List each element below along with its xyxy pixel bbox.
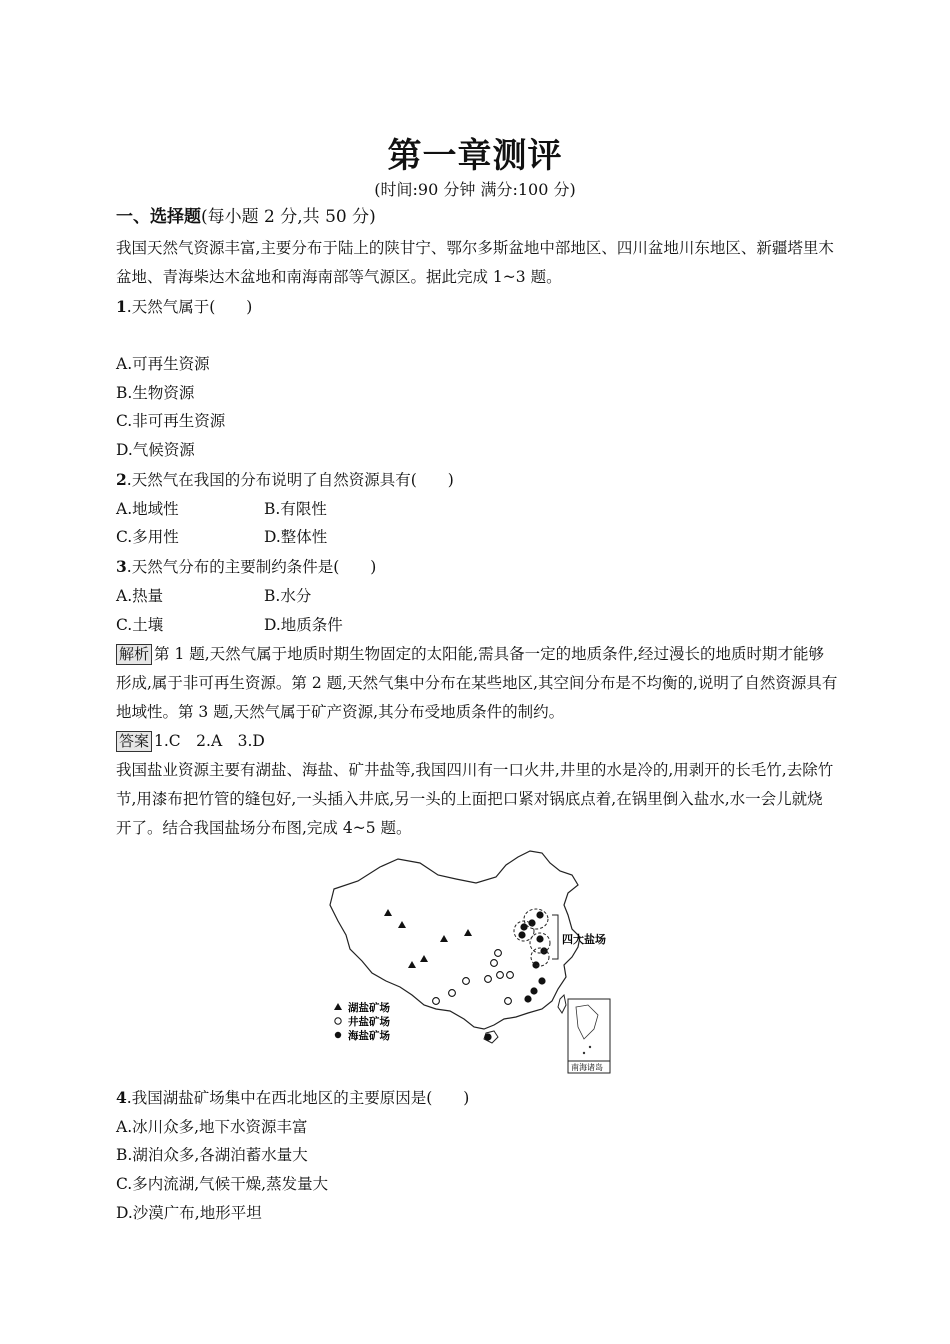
legend-label: 海盐矿场	[348, 1029, 390, 1042]
option: D.气候资源	[116, 441, 195, 460]
option-row	[116, 495, 838, 524]
answer-tag: 答案	[116, 731, 152, 752]
option-row	[116, 523, 838, 552]
option: A.冰川众多,地下水资源丰富	[116, 1117, 308, 1136]
circle-outline-icon	[507, 971, 514, 978]
circle-filled-icon	[536, 911, 543, 918]
question-stem: .天然气分布的主要制约条件是( )	[126, 558, 377, 577]
map-legend	[334, 1001, 390, 1042]
triangle-icon	[440, 935, 448, 942]
lake-salt-markers	[384, 909, 472, 968]
option-row	[116, 582, 838, 611]
question-4	[116, 1083, 838, 1113]
option: C.土壤	[116, 615, 164, 634]
inset-map	[568, 999, 610, 1073]
option: C.多用性	[116, 528, 179, 547]
option: B.有限性	[264, 499, 327, 518]
section-note: (每小题 2 分,共 50 分)	[201, 207, 376, 227]
option: D.整体性	[264, 528, 328, 547]
inset-label: 南海诸岛	[571, 1062, 603, 1072]
circle-outline-icon	[505, 997, 512, 1004]
triangle-icon	[420, 955, 428, 962]
option: D.沙漠广布,地形平坦	[116, 1203, 262, 1222]
triangle-icon	[334, 1003, 342, 1010]
option: B.水分	[264, 587, 312, 606]
option: D.地质条件	[264, 615, 343, 634]
intro-paragraph-1: 我国天然气资源丰富,主要分布于陆上的陕甘宁、鄂尔多斯盆地中部地区、四川盆地川东地区、新疆塔里木盆地、青海柴达木盆地和南海南部等气源区。据此完成 1~3 题。	[116, 239, 834, 286]
taiwan-island	[558, 995, 566, 1013]
question-1	[116, 292, 838, 322]
circle-outline-icon	[495, 949, 502, 956]
option: A.热量	[116, 587, 164, 606]
question-stem: .天然气在我国的分布说明了自然资源具有( )	[126, 470, 454, 489]
circle-filled-icon	[335, 1031, 341, 1037]
answer-block	[116, 727, 838, 756]
page-title: 第一章测评	[387, 136, 563, 176]
legend-label: 湖盐矿场	[348, 1001, 390, 1014]
option: B.湖泊众多,各湖泊蓄水量大	[116, 1146, 308, 1165]
option: C.多内流湖,气候干燥,蒸发量大	[116, 1174, 329, 1193]
circle-outline-icon	[497, 971, 504, 978]
question-number: 4	[116, 1087, 127, 1107]
option-row	[116, 611, 838, 640]
question-number: 2	[116, 469, 127, 489]
circle-outline-icon	[433, 997, 440, 1004]
option: A.可再生资源	[116, 355, 210, 373]
analysis-tag: 解析	[116, 644, 152, 665]
callout-bracket	[552, 915, 558, 959]
salt-field-circles	[514, 909, 550, 966]
question-stem: .天然气属于( )	[126, 298, 253, 316]
analysis-block	[116, 640, 838, 727]
circle-filled-icon	[538, 977, 545, 984]
triangle-icon	[398, 921, 406, 928]
circle-filled-icon	[520, 923, 527, 930]
sea-salt-markers	[484, 911, 547, 1040]
question-2	[116, 465, 838, 495]
triangle-icon	[384, 909, 392, 916]
question-number: 1	[116, 297, 127, 316]
circle-outline-icon	[449, 989, 456, 996]
legend-label: 井盐矿场	[348, 1015, 390, 1028]
question-3	[116, 552, 838, 582]
question-number: 3	[116, 557, 127, 577]
callout-label: 四大盐场	[562, 932, 606, 946]
section-heading	[116, 205, 838, 229]
option: C.非可再生资源	[116, 412, 226, 431]
option: A.地域性	[116, 499, 179, 518]
circle-outline-icon	[463, 977, 470, 984]
circle-outline-icon	[335, 1017, 341, 1023]
salt-field-map	[328, 849, 628, 1077]
answer-text: 1.C 2.A 3.D	[154, 731, 265, 750]
option: B.生物资源	[116, 383, 195, 402]
circle-filled-icon	[524, 995, 531, 1002]
circle-filled-icon	[536, 935, 543, 942]
triangle-icon	[408, 961, 416, 968]
well-salt-markers	[433, 949, 514, 1004]
circle-outline-icon	[491, 959, 498, 966]
page-subtitle: (时间:90 分钟 满分:100 分)	[374, 180, 576, 199]
intro-paragraph-2: 我国盐业资源主要有湖盐、海盐、矿井盐等,我国四川有一口火井,井里的水是冷的,用剥开的长毛竹,去除竹节,用漆布把竹管的缝包好,一头插入井底,另一头的上面把口紧对锅底点着,在锅里倒入盐水,水一会儿就烧开了。结合我国盐场分布图,完成 4~5 题。	[116, 760, 834, 837]
section-label: 一、选择题	[116, 207, 201, 227]
circle-filled-icon	[530, 987, 537, 994]
circle-filled-icon	[518, 931, 525, 938]
triangle-icon	[464, 929, 472, 936]
content	[116, 205, 838, 1227]
circle-outline-icon	[485, 975, 492, 982]
circle-filled-icon	[484, 1033, 491, 1040]
question-stem: .我国湖盐矿场集中在西北地区的主要原因是( )	[126, 1088, 470, 1107]
analysis-text: 第 1 题,天然气属于地质时期生物固定的太阳能,需具备一定的地质条件,经过漫长的地质时期才能够形成,属于非可再生资源。第 2 题,天然气集中分布在某些地区,其空间分布是不均衡的,说明了自然资源具有地域性。第 3 题,天然气属于矿产资源,其分布受地质条件的制约。	[116, 644, 838, 721]
